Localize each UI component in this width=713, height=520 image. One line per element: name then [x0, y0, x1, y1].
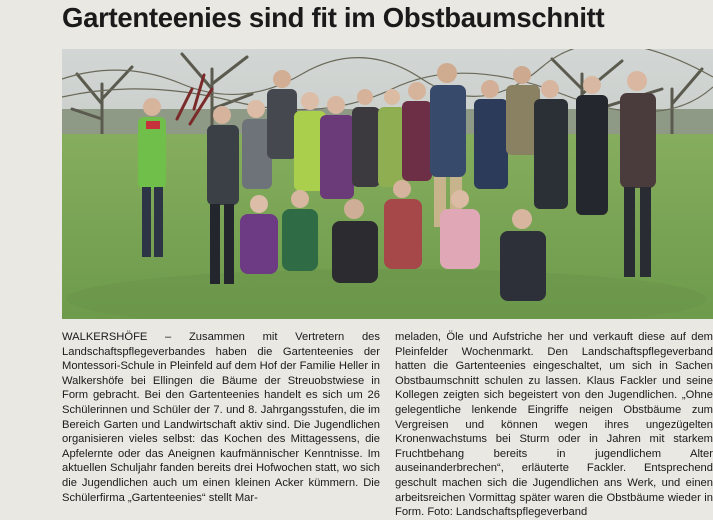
- group-photo: [62, 49, 713, 319]
- article-body-right: meladen, Öle und Aufstriche her und verkauft diese auf dem Pleinfelder Wochenmarkt. Den Landschaftspflegeverband hatten die Gartenteenies eingeschaltet, um sich in Sachen Obstbaumschnitt schulen zu lassen. Klaus Fackler und seine Kollegen zeigten sich begeistert von den Jugendlichen. „Ohne gelegentliche lenkende Eingriffe neigen Obstbäume zum Vergreisen und können wegen ihres ungezügelten Kronenwachstums bei Sturm oder in Jahren mit starkem Fruchtbehang bereits in jugendlichem Alter auseinanderbrechen“, erläuterte Fackler. Entsprechend geschult machen sich die Jugendlichen ans Werk, und einen arbeitsreichen Vormittag später waren die Obstbäume wieder in Form. Foto: Landschaftspflegeverband: [395, 331, 713, 519]
- article-column-right: [395, 330, 713, 520]
- group-photo-illustration: [62, 49, 713, 319]
- headline: Gartenteenies sind fit im Obstbaumschnitt: [62, 2, 605, 33]
- article-column-left: [62, 330, 380, 505]
- article-body-left: WALKERSHÖFE – Zusammen mit Vertretern des Landschaftspflegeverbandes haben die Gartenteenies der Montessori-Schule in Pleinfeld auf dem Hof der Familie Heller in Walkershöfe bei Ellingen die Bäume der Streuobstwiese in Form gebracht. Bei den Gartenteenies handelt es sich um 26 Schülerinnen und Schüler der 7. und 8. Jahrgangsstufen, die im Bereich Garten und Landwirtschaft aktiv sind. Die Jugendlichen organisieren vieles selbst: das Kochen des Mittagessens, die Apfelernte oder das Aneignen kaufmännischer Kenntnisse. Im aktuellen Schuljahr fanden bereits drei Hofwochen statt, wo sich die Jugendlichen auch um einen kleinen Acker kümmern. Die Schülerfirma „Gartenteenies“ stellt Mar-: [62, 331, 380, 504]
